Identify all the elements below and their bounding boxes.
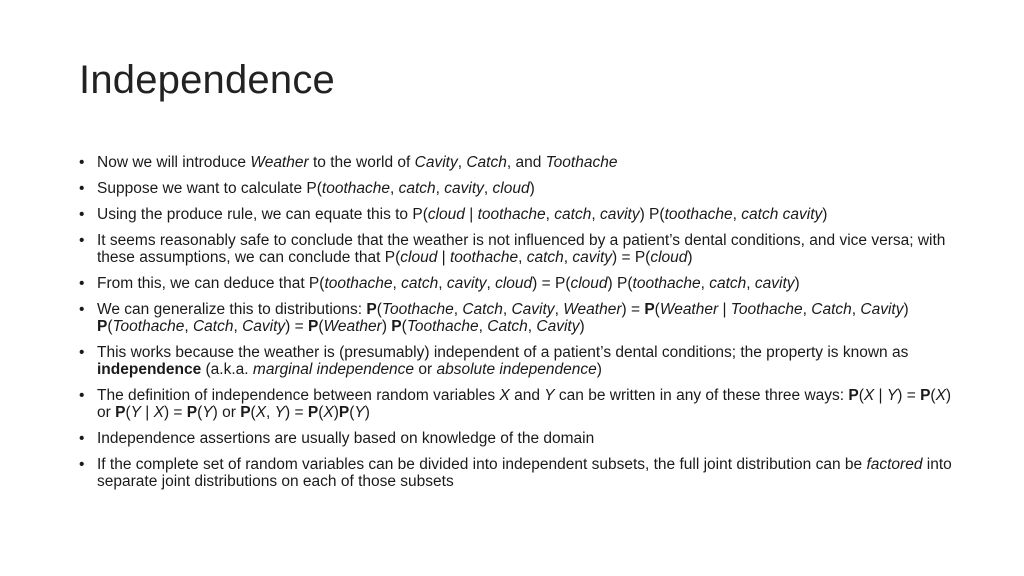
bullet-glyph: • xyxy=(79,430,85,447)
slide-title: Independence xyxy=(79,58,335,102)
text-run: , xyxy=(483,180,493,197)
italic-text: toothache xyxy=(664,206,733,223)
text-run: , xyxy=(184,318,193,335)
bullet-glyph: • xyxy=(79,301,85,318)
bold-text: P xyxy=(338,404,350,421)
bullet-item xyxy=(79,232,959,266)
text-run: ) = xyxy=(897,387,921,404)
bold-text: P xyxy=(97,318,108,335)
bullet-list xyxy=(79,154,959,499)
text-run: , xyxy=(591,206,600,223)
italic-text: catch xyxy=(554,206,592,223)
bullet-glyph: • xyxy=(79,206,85,223)
text-run: If the complete set of random variables can be divided into independent subsets, the full joint distribution can be xyxy=(97,456,867,473)
bullet-glyph: • xyxy=(79,344,85,361)
text-run: | xyxy=(437,249,450,266)
text-run: into separate joint distributions on each of those subsets xyxy=(97,456,952,490)
text-run: , xyxy=(389,180,399,197)
text-run: , xyxy=(802,301,812,318)
italic-text: Cavity xyxy=(860,301,904,318)
italic-text: Toothache xyxy=(545,154,618,171)
text-run: , xyxy=(453,301,463,318)
bullet-item xyxy=(79,344,959,378)
italic-text: Y xyxy=(274,404,286,421)
bold-text: P xyxy=(644,301,655,318)
bullet-glyph: • xyxy=(79,154,85,171)
italic-text: Weather xyxy=(250,154,309,171)
text-run: , xyxy=(554,301,564,318)
italic-text: Cavity xyxy=(511,301,555,318)
bullet-glyph: • xyxy=(79,275,85,292)
text-run: ) or xyxy=(97,387,952,421)
italic-text: X xyxy=(323,404,334,421)
text-run: ) xyxy=(529,180,535,197)
text-run: , xyxy=(746,275,755,292)
text-run: , xyxy=(486,275,496,292)
text-run: ) xyxy=(596,361,602,378)
italic-text: Cavity xyxy=(536,318,580,335)
text-run: ) = P( xyxy=(612,249,651,266)
text-run: , xyxy=(457,154,467,171)
italic-text: X xyxy=(153,404,164,421)
text-run: ) xyxy=(579,318,585,335)
text-run: ) = xyxy=(163,404,187,421)
text-run: ) xyxy=(333,404,339,421)
italic-text: Toothache xyxy=(406,318,479,335)
italic-text: X xyxy=(499,387,510,404)
text-run: The definition of independence between random variables xyxy=(97,387,500,404)
bold-text: P xyxy=(848,387,859,404)
italic-text: cavity xyxy=(754,275,795,292)
text-run: , and xyxy=(506,154,546,171)
text-run: can be written in any of these three ways: xyxy=(554,387,849,404)
italic-text: toothache xyxy=(324,275,393,292)
italic-text: cloud xyxy=(492,180,530,197)
text-run: This works because the weather is (presumably) independent of a patient’s dental conditions; the property is known as xyxy=(97,344,909,361)
text-run: ) xyxy=(903,301,909,318)
text-run: ( xyxy=(376,301,382,318)
text-run: , xyxy=(700,275,710,292)
italic-text: Toothache xyxy=(112,318,185,335)
text-run: | xyxy=(140,404,154,421)
bold-text: independence xyxy=(97,361,202,378)
text-run: , xyxy=(478,318,488,335)
text-run: Using the produce rule, we can equate this to P( xyxy=(97,206,428,223)
text-run: ) xyxy=(687,249,693,266)
italic-text: catch cavity xyxy=(741,206,823,223)
text-run: | xyxy=(464,206,478,223)
text-run: ( xyxy=(107,318,113,335)
text-run: ( xyxy=(930,387,936,404)
text-run: ) = xyxy=(621,301,645,318)
text-run: ( xyxy=(197,404,203,421)
italic-text: Weather xyxy=(659,301,719,318)
text-run: ( xyxy=(349,404,355,421)
bullet-item xyxy=(79,456,959,490)
italic-text: Weather xyxy=(563,301,622,318)
text-run: , xyxy=(233,318,243,335)
bullet-glyph: • xyxy=(79,180,85,197)
text-run: , xyxy=(851,301,861,318)
text-run: (a.k.a. xyxy=(201,361,253,378)
italic-text: catch xyxy=(398,180,436,197)
bullet-item xyxy=(79,275,959,292)
text-run: or xyxy=(414,361,437,378)
text-run: , xyxy=(435,180,445,197)
italic-text: cloud xyxy=(427,206,465,223)
text-run: , xyxy=(392,275,402,292)
italic-text: cloud xyxy=(650,249,688,266)
text-run: , xyxy=(545,206,555,223)
bullet-item xyxy=(79,301,959,335)
bullet-item xyxy=(79,430,959,447)
italic-text: Catch xyxy=(811,301,852,318)
italic-text: cavity xyxy=(444,180,484,197)
bold-text: P xyxy=(391,318,402,335)
italic-text: Y xyxy=(130,404,141,421)
text-run: ( xyxy=(318,318,324,335)
bullet-glyph: • xyxy=(79,456,85,473)
text-run: | xyxy=(718,301,731,318)
bullet-item xyxy=(79,387,959,421)
italic-text: Weather xyxy=(323,318,382,335)
text-run: ( xyxy=(401,318,407,335)
text-run: ( xyxy=(318,404,324,421)
text-run: Now we will introduce xyxy=(97,154,251,171)
text-run: , xyxy=(438,275,447,292)
italic-text: toothache xyxy=(477,206,546,223)
italic-text: toothache xyxy=(321,180,390,197)
text-run: From this, we can deduce that P( xyxy=(97,275,325,292)
italic-text: Y xyxy=(354,404,365,421)
italic-text: catch xyxy=(709,275,747,292)
text-run: , xyxy=(527,318,537,335)
text-run: ( xyxy=(125,404,131,421)
bullet-item xyxy=(79,180,959,197)
italic-text: catch xyxy=(401,275,439,292)
italic-text: cavity xyxy=(572,249,613,266)
bullet-item xyxy=(79,154,959,171)
text-run: ) = xyxy=(285,318,308,335)
italic-text: X xyxy=(255,404,267,421)
text-run: ( xyxy=(858,387,864,404)
italic-text: Catch xyxy=(192,318,234,335)
text-run: ) xyxy=(794,275,800,292)
text-run: , xyxy=(518,249,527,266)
bold-text: P xyxy=(920,387,931,404)
italic-text: Y xyxy=(544,387,555,404)
text-run: Suppose we want to calculate P( xyxy=(97,180,322,197)
italic-text: Toothache xyxy=(730,301,803,318)
italic-text: Y xyxy=(202,404,213,421)
text-run: Independence assertions are usually based on knowledge of the domain xyxy=(97,430,595,447)
italic-text: cloud xyxy=(570,275,608,292)
bold-text: P xyxy=(307,404,319,421)
text-run: , xyxy=(563,249,573,266)
bullet-glyph: • xyxy=(79,387,85,404)
text-run: ) = P( xyxy=(532,275,571,292)
text-run: and xyxy=(509,387,545,404)
italic-text: catch xyxy=(526,249,564,266)
text-run: ) xyxy=(822,206,828,223)
italic-text: factored xyxy=(866,456,923,473)
bold-text: P xyxy=(240,404,251,421)
text-run: ) P( xyxy=(607,275,633,292)
bullet-glyph: • xyxy=(79,232,85,249)
text-run: ) xyxy=(381,318,392,335)
italic-text: X xyxy=(863,387,875,404)
italic-text: marginal independence xyxy=(252,361,415,378)
text-run: ) = xyxy=(285,404,308,421)
italic-text: X xyxy=(935,387,946,404)
text-run: | xyxy=(874,387,887,404)
italic-text: Cavity xyxy=(242,318,286,335)
text-run: ( xyxy=(250,404,256,421)
italic-text: cloud xyxy=(400,249,438,266)
bold-text: P xyxy=(308,318,319,335)
italic-text: Cavity xyxy=(414,154,458,171)
text-run: , xyxy=(732,206,742,223)
text-run: ( xyxy=(654,301,660,318)
italic-text: Catch xyxy=(466,154,507,171)
bold-text: P xyxy=(366,301,377,318)
italic-text: cloud xyxy=(495,275,533,292)
text-run: to the world of xyxy=(308,154,415,171)
text-run: , xyxy=(502,301,512,318)
text-run: ) P( xyxy=(639,206,665,223)
italic-text: cavity xyxy=(446,275,487,292)
text-run: It seems reasonably safe to conclude that the weather is not influenced by a patient’s dental conditions, and vice versa; with these assumptions, we can conclude that P( xyxy=(97,232,946,266)
text-run: ) xyxy=(364,404,370,421)
text-run: ) or xyxy=(212,404,241,421)
italic-text: Catch xyxy=(462,301,503,318)
italic-text: Catch xyxy=(487,318,528,335)
text-run: , xyxy=(266,404,275,421)
text-run: We can generalize this to distributions: xyxy=(97,301,367,318)
bold-text: P xyxy=(186,404,198,421)
italic-text: cavity xyxy=(599,206,640,223)
italic-text: toothache xyxy=(632,275,701,292)
bullet-item xyxy=(79,206,959,223)
italic-text: Toothache xyxy=(381,301,454,318)
italic-text: Y xyxy=(886,387,898,404)
italic-text: absolute independence xyxy=(436,361,597,378)
bold-text: P xyxy=(115,404,126,421)
italic-text: toothache xyxy=(449,249,519,266)
